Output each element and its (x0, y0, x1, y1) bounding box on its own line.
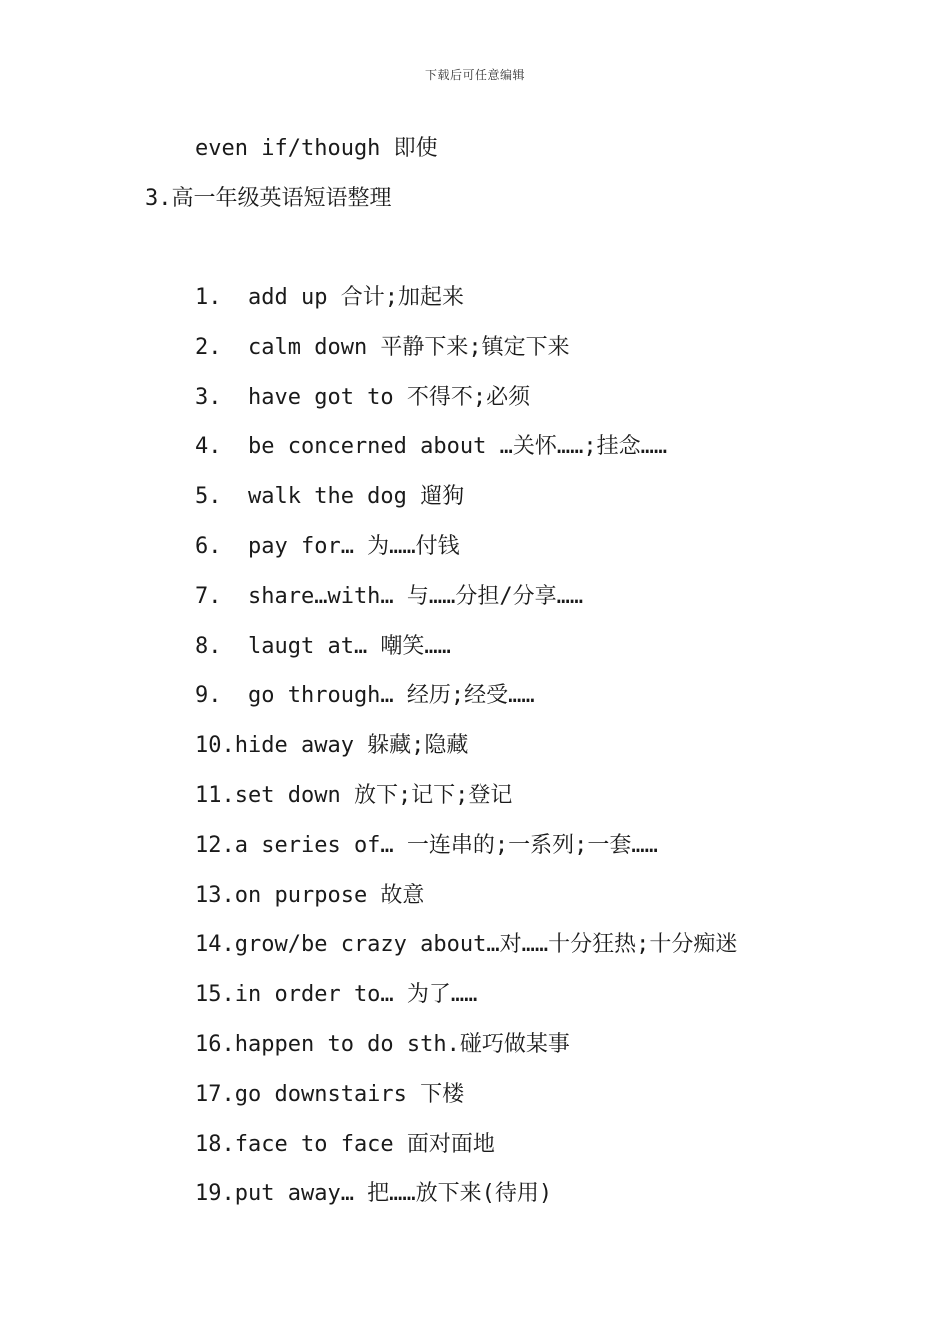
phrase-item: 15.in order to… 为了…… (195, 982, 478, 1008)
intro-line: even if/though 即使 (195, 136, 438, 161)
phrase-item: 7. share…with… 与……分担/分享…… (195, 583, 584, 609)
phrase-item: 12.a series of… 一连串的;一系列;一套…… (195, 832, 658, 858)
phrase-item: 9. go through… 经历;经受…… (195, 683, 535, 709)
section-title: 3.高一年级英语短语整理 (145, 186, 392, 211)
phrase-item: 16.happen to do sth.碰巧做某事 (195, 1031, 570, 1057)
phrase-item: 14.grow/be crazy about…对……十分狂热;十分痴迷 (195, 932, 738, 958)
phrase-item: 11.set down 放下;记下;登记 (195, 782, 513, 808)
phrase-item: 8. laugt at… 嘲笑…… (195, 633, 451, 659)
phrase-item: 3. have got to 不得不;必须 (195, 384, 531, 410)
phrase-list (195, 284, 737, 1230)
phrase-item: 6. pay for… 为……付钱 (195, 533, 460, 559)
phrase-item: 13.on purpose 故意 (195, 882, 425, 908)
phrase-item: 2. calm down 平静下来;镇定下来 (195, 334, 570, 360)
phrase-item: 1. add up 合计;加起来 (195, 285, 464, 310)
phrase-item: 18.face to face 面对面地 (195, 1131, 495, 1157)
phrase-item: 10.hide away 躲藏;隐藏 (195, 733, 469, 759)
phrase-item: 4. be concerned about …关怀……;挂念…… (195, 434, 668, 460)
phrase-item: 19.put away… 把……放下来(待用) (195, 1181, 553, 1207)
phrase-item: 17.go downstairs 下楼 (195, 1081, 465, 1107)
page-header-note: 下载后可任意编辑 (424, 68, 525, 82)
phrase-item: 5. walk the dog 遛狗 (195, 484, 465, 510)
